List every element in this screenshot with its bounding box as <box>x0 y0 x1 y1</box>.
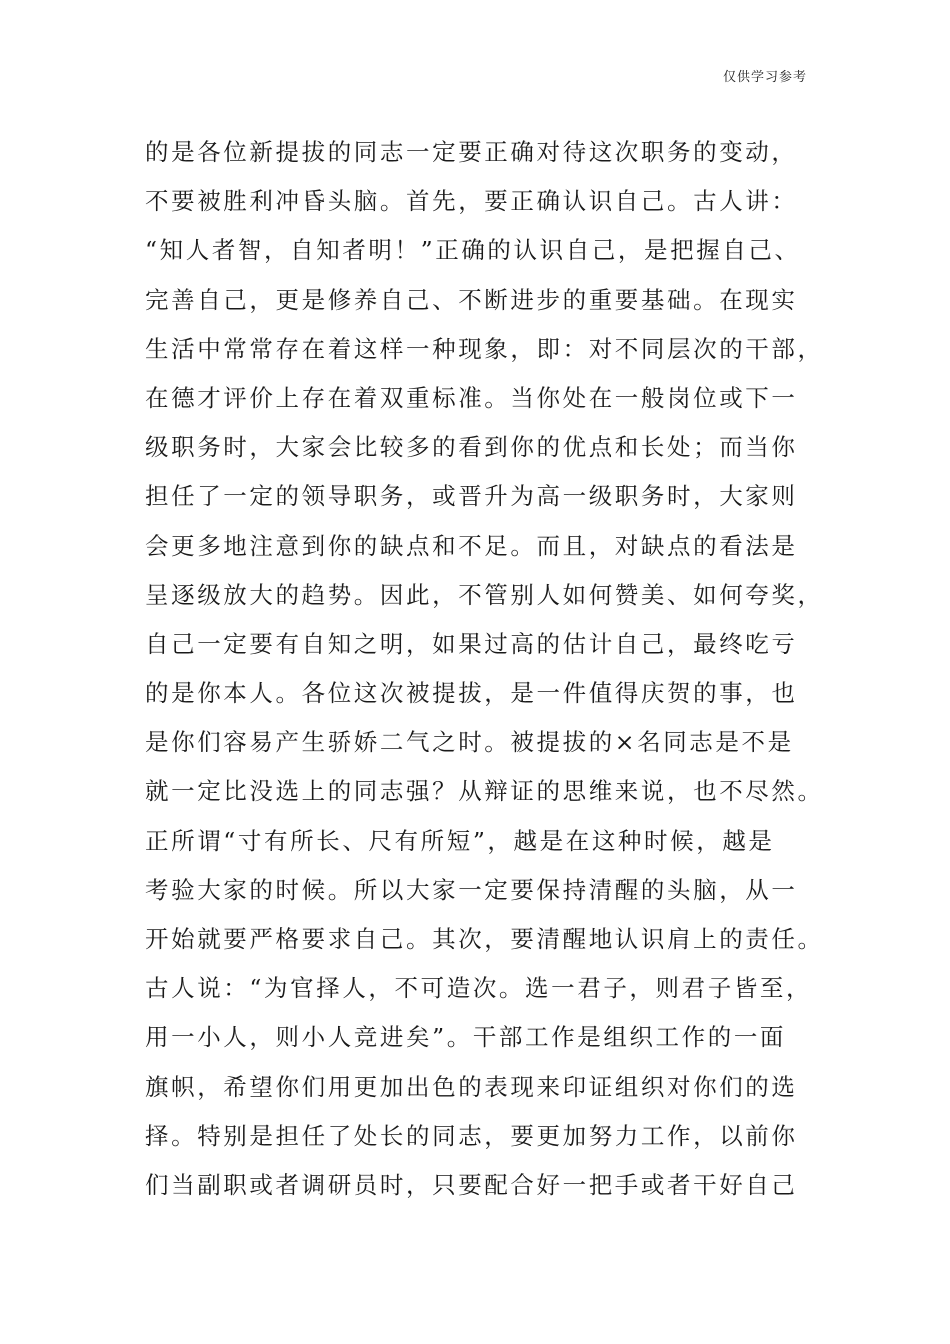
text-line: 用一小人，则小人竞进矣”。干部工作是组织工作的一面 <box>145 1023 787 1052</box>
text-line: 开始就要严格要求自己。其次，要清醒地认识肩上的责任。 <box>145 925 824 953</box>
text-line: 担任了一定的领导职务，或晋升为高一级职务时，大家则 <box>145 482 798 511</box>
text-line: 是你们容易产生骄娇二气之时。被提拔的×名同志是不是 <box>145 728 794 757</box>
text-line: 正所谓“寸有所长、尺有所短”，越是在这种时候，越是 <box>145 826 775 855</box>
text-line: 的是你本人。各位这次被提拔，是一件值得庆贺的事，也 <box>145 679 798 708</box>
text-line: 级职务时，大家会比较多的看到你的优点和长处；而当你 <box>145 433 798 462</box>
text-line: 考验大家的时候。所以大家一定要保持清醒的头脑，从一 <box>145 875 798 904</box>
page-header-note: 仅供学习参考 <box>722 70 807 85</box>
text-line: 择。特别是担任了处长的同志，要更加努力工作，以前你 <box>145 1121 798 1150</box>
text-line: 就一定比没选上的同志强？从辩证的思维来说，也不尽然。 <box>145 777 824 806</box>
text-line: 会更多地注意到你的缺点和不足。而且，对缺点的看法是 <box>145 531 798 560</box>
text-line: 们当副职或者调研员时，只要配合好一把手或者干好自己 <box>145 1170 798 1199</box>
text-line: 自己一定要有自知之明，如果过高的估计自己，最终吃亏 <box>145 629 798 658</box>
text-line: 生活中常常存在着这样一种现象，即：对不同层次的干部， <box>145 334 824 363</box>
text-line: 旗帜，希望你们用更加出色的表现来印证组织对你们的选 <box>145 1072 798 1101</box>
body-text <box>145 128 824 1210</box>
text-line: 在德才评价上存在着双重标准。当你处在一般岗位或下一 <box>145 383 798 412</box>
text-line: 的是各位新提拔的同志一定要正确对待这次职务的变动， <box>145 138 798 166</box>
text-line: 完善自己，更是修养自己、不断进步的重要基础。在现实 <box>145 285 798 314</box>
text-line: 呈逐级放大的趋势。因此，不管别人如何赞美、如何夸奖， <box>145 580 824 609</box>
text-line: 古人说：“为官择人，不可造次。选一君子，则君子皆至， <box>145 974 813 1003</box>
text-line: “知人者智，自知者明！”正确的认识自己，是把握自己、 <box>145 236 801 265</box>
text-line: 不要被胜利冲昏头脑。首先，要正确认识自己。古人讲： <box>145 187 798 216</box>
